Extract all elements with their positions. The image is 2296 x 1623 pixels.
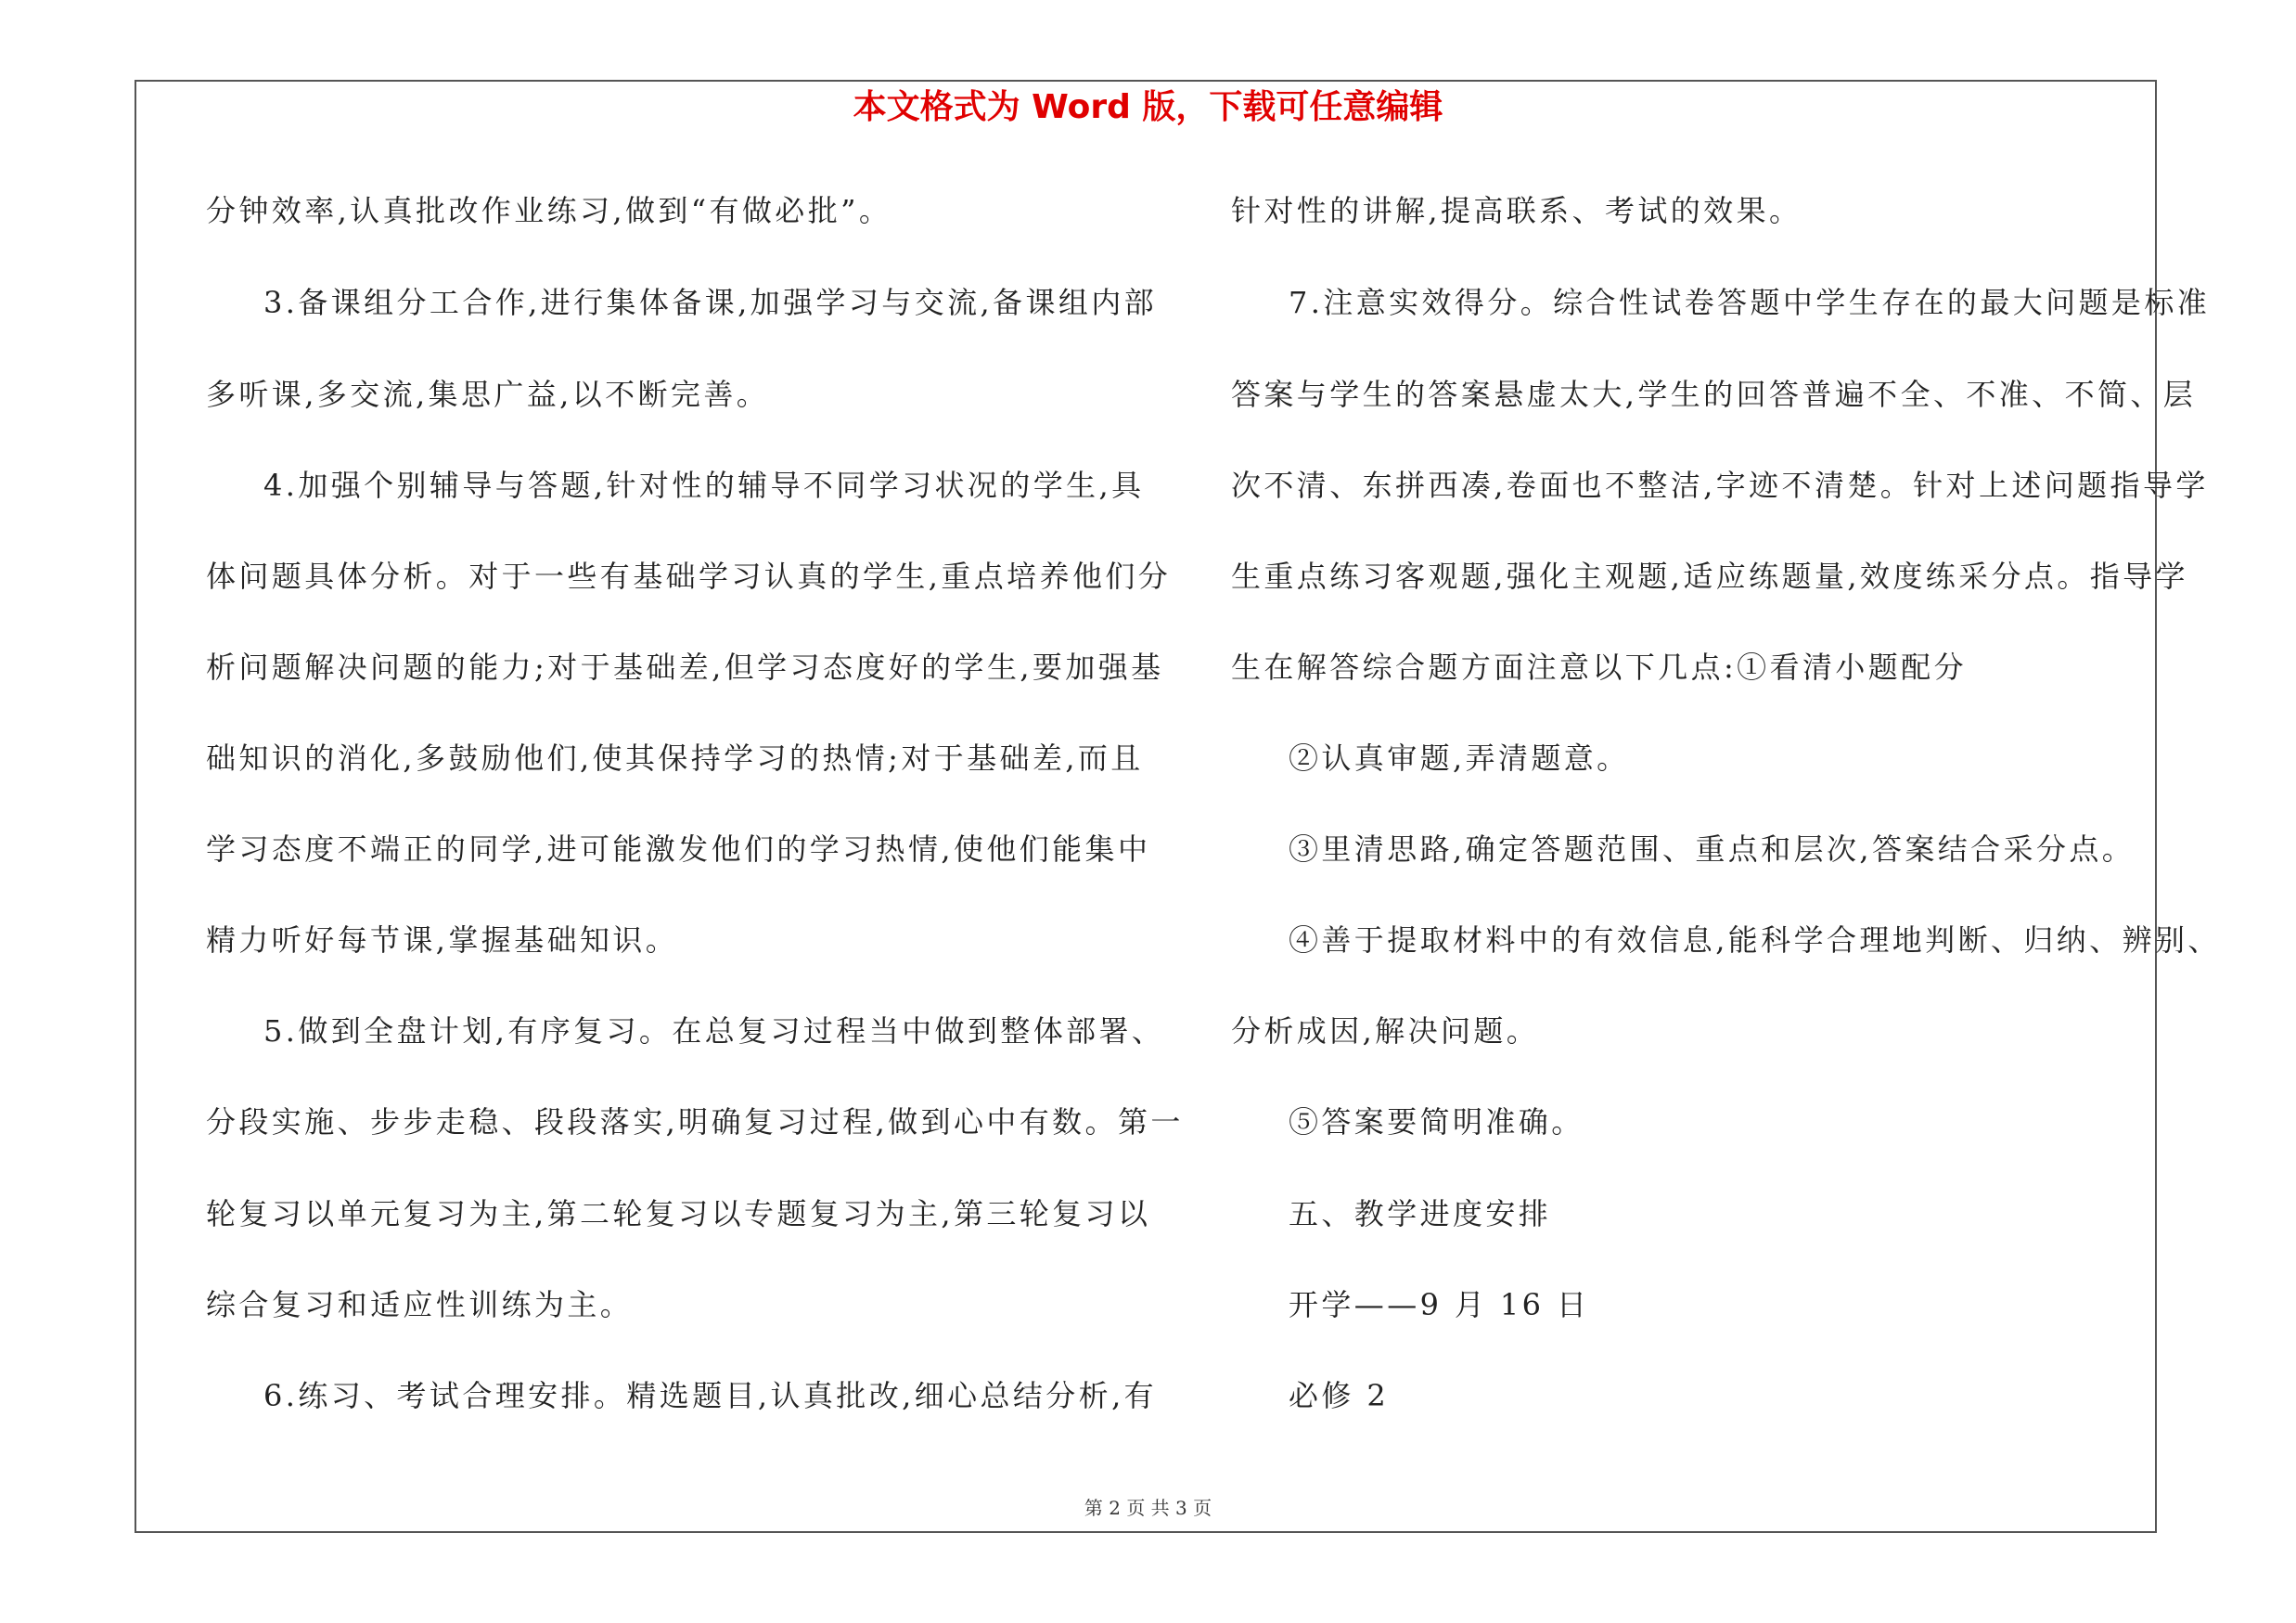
paragraph-line: 3.备课组分工合作,进行集体备课,加强学习与交流,备课组内部: [263, 285, 1158, 320]
header-banner: 本文格式为 Word 版，下载可任意编辑: [853, 88, 1443, 126]
paragraph-line: 多听课,多交流,集思广益,以不断完善。: [206, 377, 770, 412]
paragraph-line: 6.练习、考试合理安排。精选题目,认真批改,细心总结分析,有: [263, 1378, 1158, 1413]
paragraph-line: 精力听好每节课,掌握基础知识。: [206, 922, 679, 958]
paragraph-line: ④善于提取材料中的有效信息,能科学合理地判断、归纳、辨别、: [1289, 922, 2221, 958]
schedule-line: 必修 2: [1289, 1378, 1390, 1413]
paragraph-line: 针对性的讲解,提高联系、考试的效果。: [1231, 193, 1802, 228]
schedule-line: 开学——9 月 16 日: [1289, 1287, 1590, 1322]
paragraph-line: 体问题具体分析。对于一些有基础学习认真的学生,重点培养他们分: [206, 559, 1172, 594]
paragraph-line: 生重点练习客观题,强化主观题,适应练题量,效度练采分点。指导学: [1231, 559, 2188, 594]
page-number: 第 2 页 共 3 页: [1084, 1497, 1212, 1519]
paragraph-line: 分段实施、步步走稳、段段落实,明确复习过程,做到心中有数。第一: [206, 1104, 1184, 1140]
paragraph-line: 次不清、东拼西凑,卷面也不整洁,字迹不清楚。针对上述问题指导学: [1231, 468, 2209, 503]
paragraph-line: 答案与学生的答案悬虚太大,学生的回答普遍不全、不准、不简、层: [1231, 377, 2197, 412]
paragraph-line: ⑤答案要简明准确。: [1289, 1104, 1584, 1140]
paragraph-line: ③里清思路,确定答题范围、重点和层次,答案结合采分点。: [1289, 831, 2136, 867]
paragraph-line: 4.加强个别辅导与答题,针对性的辅导不同学习状况的学生,具: [263, 468, 1145, 503]
paragraph-line: 生在解答综合题方面注意以下几点:①看清小题配分: [1231, 650, 1967, 685]
paragraph-line: 轮复习以单元复习为主,第二轮复习以专题复习为主,第三轮复习以: [206, 1196, 1151, 1231]
paragraph-line: 础知识的消化,多鼓励他们,使其保持学习的热情;对于基础差,而且: [206, 741, 1144, 776]
paragraph-line: 5.做到全盘计划,有序复习。在总复习过程当中做到整体部署、: [263, 1013, 1165, 1049]
section-heading: 五、教学进度安排: [1289, 1196, 1552, 1231]
paragraph-line: ②认真审题,弄清题意。: [1289, 741, 1630, 776]
paragraph-line: 分析成因,解决问题。: [1231, 1013, 1540, 1049]
paragraph-line: 学习态度不端正的同学,进可能激发他们的学习热情,使他们能集中: [206, 831, 1151, 867]
paragraph-line: 分钟效率,认真批改作业练习,做到“有做必批”。: [206, 193, 892, 228]
paragraph-line: 综合复习和适应性训练为主。: [206, 1287, 634, 1322]
paragraph-line: 析问题解决问题的能力;对于基础差,但学习态度好的学生,要加强基: [206, 650, 1164, 685]
paragraph-line: 7.注意实效得分。综合性试卷答题中学生存在的最大问题是标准: [1289, 285, 2211, 320]
